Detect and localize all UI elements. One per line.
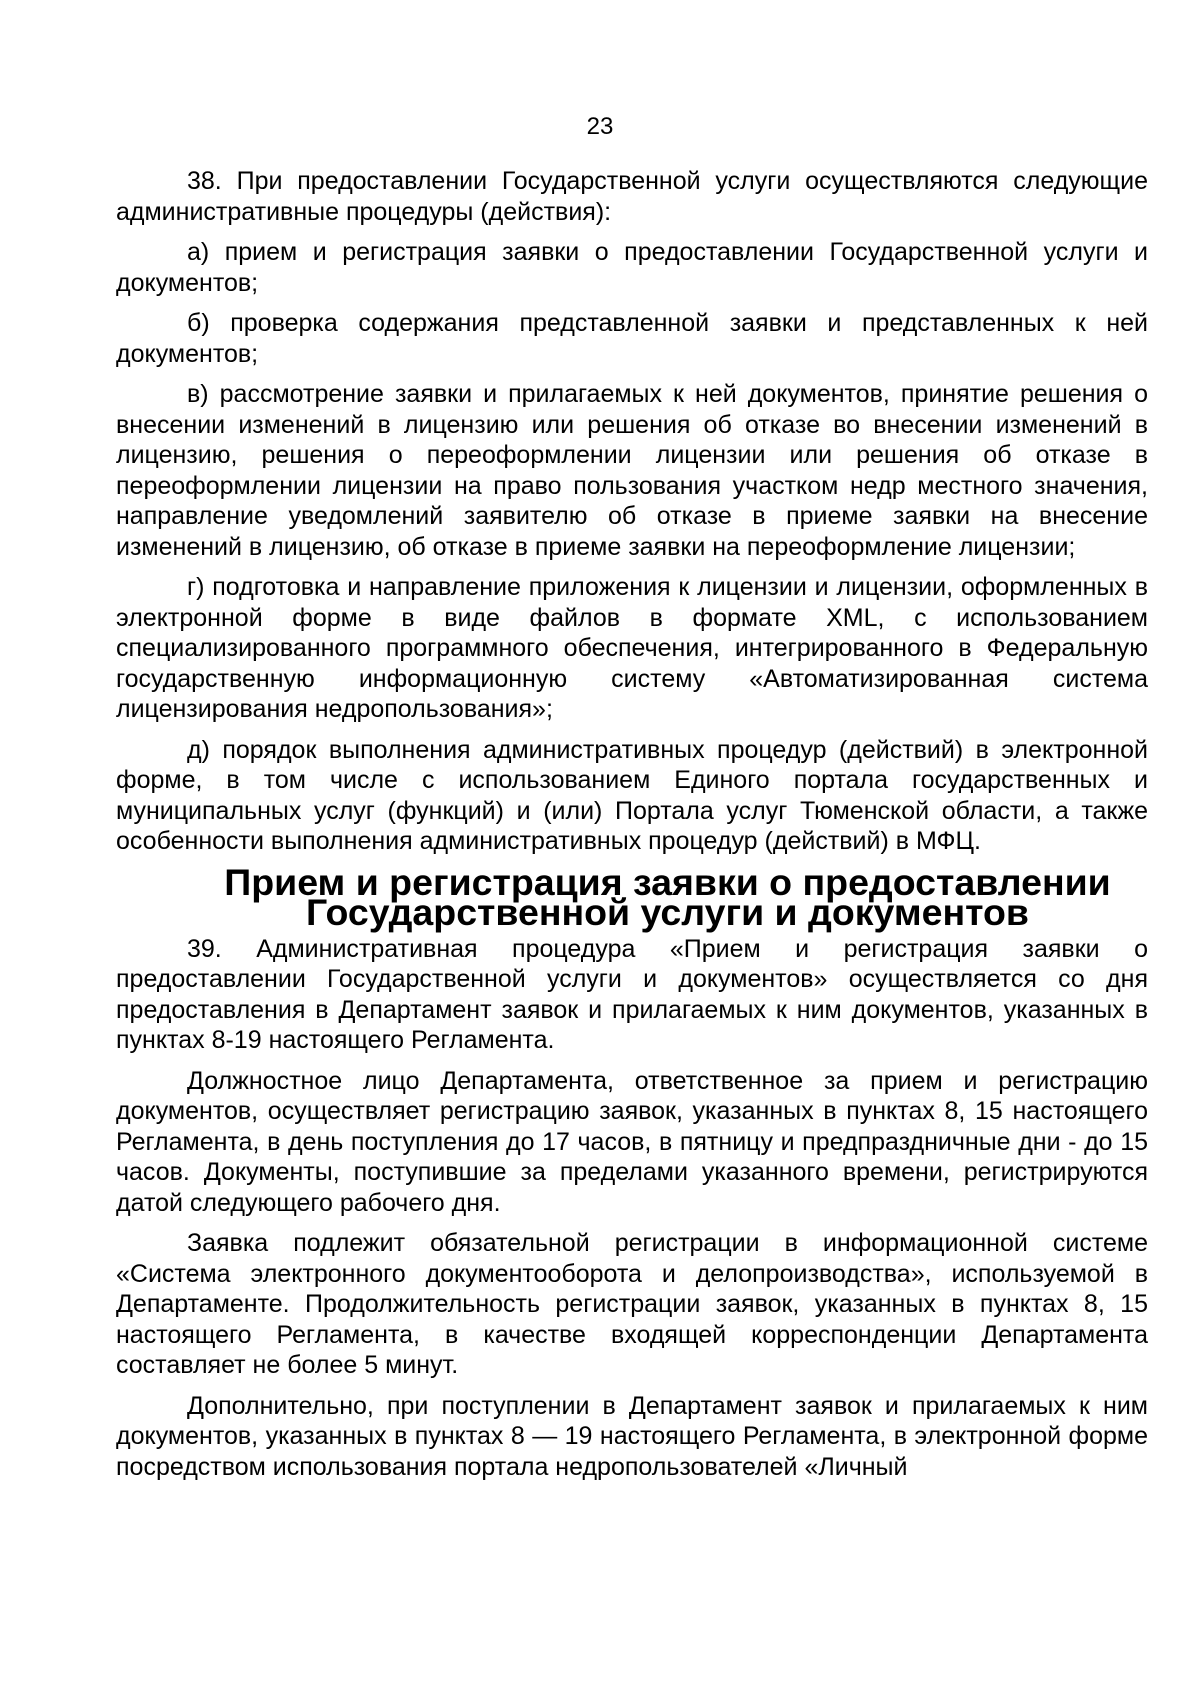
list-item-b: б) проверка содержания представленной заявки и представленных к ней документов; xyxy=(116,309,1148,368)
paragraph-registration-officer: Должностное лицо Департамента, ответственное за прием и регистрацию документов, осуществляет регистрацию заявок, указанных в пунктах 8, 15 настоящего Регламента, в день поступления до 17 часов, в пятницу и предпраздничные дни - до 15 часов. Документы, поступившие за пределами указанного времени, регистрируются датой следующего рабочего дня. xyxy=(116,1066,1148,1217)
paragraph-38: 38. При предоставлении Государственной услуги осуществляются следующие административные процедуры (действия): xyxy=(116,167,1148,226)
document-body xyxy=(116,166,1148,1492)
list-item-g: г) подготовка и направление приложения к лицензии и лицензии, оформленных в электронной форме в виде файлов в формате XML, с использованием специализированного программного обеспечения, интегрированного в Федеральную государственную информационную систему «Автоматизированная система лицензирования недропользования»; xyxy=(116,573,1148,723)
page-number: 23 xyxy=(586,113,614,140)
paragraph-additional: Дополнительно, при поступлении в Департамент заявок и прилагаемых к ним документов, указанных в пунктах 8 — 19 настоящего Регламента, в электронной форме посредством использования портала недропользователей «Личный xyxy=(116,1391,1148,1481)
list-item-v: в) рассмотрение заявки и прилагаемых к ней документов, принятие решения о внесении изменений в лицензию или решения об отказе во внесении изменений в лицензию, решения о переоформлении лицензии или решения об отказе в переоформлении лицензии на право пользования участком недр местного значения, направление уведомлений заявителю об отказе в приеме заявки на внесение изменений в лицензию, об отказе в приеме заявки на переоформление лицензии; xyxy=(116,380,1148,561)
paragraph-39: 39. Административная процедура «Прием и регистрация заявки о предоставлении Государственной услуги и документов» осуществляется со дня предоставления в Департамент заявок и прилагаемых к ним документов, указанных в пунктах 8-19 настоящего Регламента. xyxy=(116,934,1148,1054)
list-item-d: д) порядок выполнения административных процедур (действий) в электронной форме, в том числе с использованием Единого портала государственных и муниципальных услуг (функций) и (или) Портала услуг Тюменской области, а также особенности выполнения административных процедур (действий) в МФЦ. xyxy=(116,735,1148,855)
list-item-a: а) прием и регистрация заявки о предоставлении Государственной услуги и документов; xyxy=(116,238,1148,297)
paragraph-registration-system: Заявка подлежит обязательной регистрации в информационной системе «Система электронного документооборота и делопроизводства», используемой в Департаменте. Продолжительность регистрации заявок, указанных в пунктах 8, 15 настоящего Регламента, в качестве входящей корреспонденции Департамента составляет не более 5 минут. xyxy=(116,1229,1148,1379)
section-heading: Прием и регистрация заявки о предоставлении Государственной услуги и документов xyxy=(224,860,1111,933)
